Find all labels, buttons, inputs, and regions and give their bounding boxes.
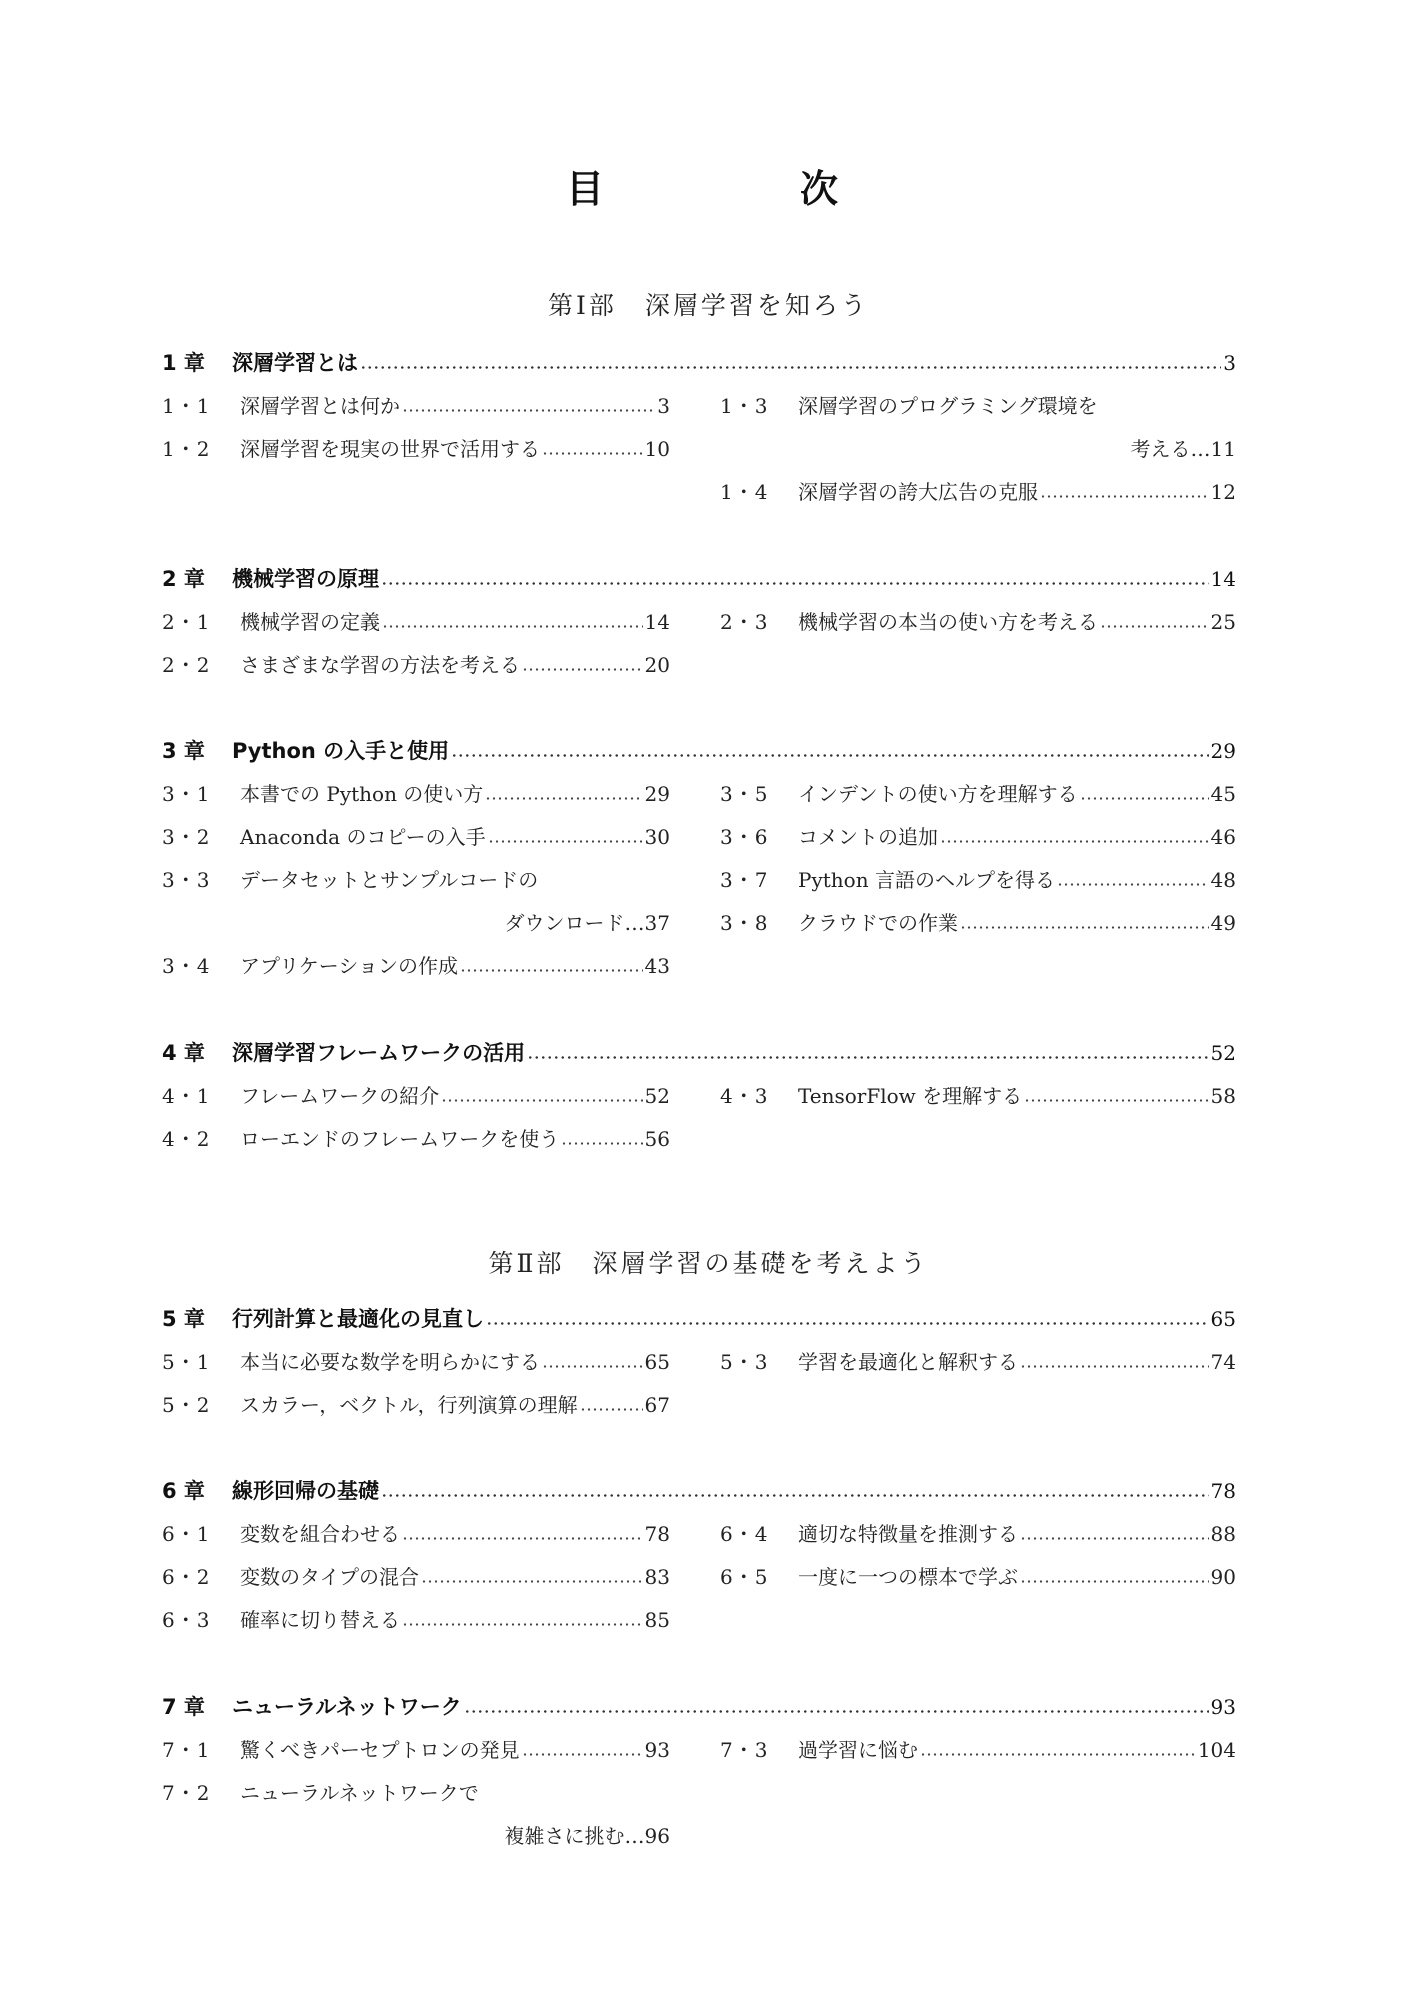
chapter-number: 1 章	[162, 351, 205, 375]
page-number: 96	[644, 1824, 670, 1848]
section-title-continued: ダウンロード	[504, 911, 625, 935]
page-number: 93	[644, 1738, 670, 1762]
chapter-entry[interactable]	[162, 1474, 1236, 1508]
section-number: 4・3	[720, 1084, 769, 1108]
section-title: さまざまな学習の方法を考える	[240, 653, 520, 677]
dot-leader	[382, 605, 643, 639]
dot-leader	[527, 1036, 1208, 1070]
section-title: Anaconda のコピーの入手	[240, 825, 486, 849]
section-number: 4・2	[162, 1127, 211, 1151]
section-entry[interactable]	[162, 949, 670, 983]
dot-leader	[381, 1474, 1209, 1508]
dot-leader	[488, 820, 643, 854]
page-number: 30	[644, 825, 670, 849]
section-number: 7・1	[162, 1738, 211, 1762]
page-number: 104	[1197, 1738, 1236, 1762]
page-number: 74	[1210, 1350, 1236, 1374]
dot-leader	[451, 734, 1208, 768]
chapter-entry[interactable]	[162, 1690, 1236, 1724]
section-entry[interactable]	[162, 1560, 670, 1594]
dot-leader	[441, 1079, 642, 1113]
section-entry[interactable]	[162, 648, 670, 682]
section-entry[interactable]	[162, 1122, 670, 1156]
section-number: 4・1	[162, 1084, 211, 1108]
section-entry[interactable]	[162, 1517, 670, 1551]
page-number: 78	[1210, 1479, 1236, 1503]
page-number: 14	[1210, 567, 1236, 591]
section-entry[interactable]	[162, 863, 670, 897]
section-title: コメントの追加	[798, 825, 938, 849]
section-entry[interactable]	[162, 389, 670, 423]
section-entry[interactable]	[720, 820, 1236, 854]
section-title: 驚くべきパーセプトロンの発見	[240, 1738, 520, 1762]
section-entry[interactable]	[720, 1345, 1236, 1379]
section-title: フレームワークの紹介	[240, 1084, 440, 1108]
section-number: 6・2	[162, 1565, 211, 1589]
dot-leader	[542, 1345, 643, 1379]
page-number: 12	[1210, 480, 1236, 504]
dot-leader	[464, 1690, 1209, 1724]
page-number: 49	[1210, 911, 1236, 935]
page-number: 83	[644, 1565, 670, 1589]
dot-leader: …	[1190, 437, 1211, 461]
page-number: 67	[644, 1393, 670, 1417]
section-entry[interactable]	[162, 1079, 670, 1113]
page-number: 52	[1210, 1041, 1236, 1065]
dot-leader	[920, 1733, 1196, 1767]
page-title	[0, 158, 1417, 218]
section-entry[interactable]	[720, 1733, 1236, 1767]
page-number: 43	[644, 954, 670, 978]
section-number: 5・3	[720, 1350, 769, 1374]
chapter-entry[interactable]	[162, 346, 1236, 380]
dot-leader	[542, 432, 643, 466]
section-title: 本当に必要な数学を明らかにする	[240, 1350, 540, 1374]
section-number: 7・3	[720, 1738, 769, 1762]
section-entry[interactable]	[162, 1733, 670, 1767]
section-number: 3・7	[720, 868, 769, 892]
section-title: TensorFlow を理解する	[798, 1084, 1023, 1108]
dot-leader	[460, 949, 643, 983]
section-title: アプリケーションの作成	[240, 954, 458, 978]
page-number: 88	[1210, 1522, 1236, 1546]
page-number: 20	[644, 653, 670, 677]
dot-leader	[960, 906, 1209, 940]
section-number: 3・6	[720, 825, 769, 849]
chapter-title: Python の入手と使用	[232, 739, 450, 763]
section-title: 一度に一つの標本で学ぶ	[798, 1565, 1018, 1589]
chapter-title: 機械学習の原理	[232, 567, 379, 591]
page-number: 25	[1210, 610, 1236, 634]
page-number: 90	[1210, 1565, 1236, 1589]
section-entry[interactable]	[720, 906, 1236, 940]
chapter-entry[interactable]	[162, 734, 1236, 768]
chapter-number: 7 章	[162, 1695, 205, 1719]
section-number: 5・2	[162, 1393, 211, 1417]
section-entry[interactable]	[162, 820, 670, 854]
section-entry-continued[interactable]	[720, 432, 1236, 466]
dot-leader	[421, 1560, 643, 1594]
part-heading: 第Ⅰ部 深層学習を知ろう	[548, 291, 869, 320]
dot-leader	[402, 389, 654, 423]
dot-leader: …	[624, 1824, 645, 1848]
dot-leader	[580, 1388, 643, 1422]
section-title: スカラー，ベクトル，行列演算の理解	[240, 1393, 578, 1417]
dot-leader	[1020, 1560, 1209, 1594]
dot-leader	[1057, 863, 1209, 897]
chapter-entry[interactable]	[162, 562, 1236, 596]
page-number: 3	[1223, 351, 1236, 375]
section-entry[interactable]	[162, 605, 670, 639]
chapter-number: 3 章	[162, 739, 205, 763]
section-title: 本書での Python の使い方	[240, 782, 484, 806]
page-number: 52	[644, 1084, 670, 1108]
dot-leader	[1100, 605, 1209, 639]
page-title-char-2: 次	[800, 167, 839, 211]
chapter-number: 2 章	[162, 567, 205, 591]
section-number: 6・1	[162, 1522, 211, 1546]
section-number: 3・4	[162, 954, 211, 978]
section-title: 深層学習の誇大広告の克服	[798, 480, 1038, 504]
section-number: 1・4	[720, 480, 769, 504]
page-number: 65	[644, 1350, 670, 1374]
section-entry[interactable]	[162, 777, 670, 811]
dot-leader	[381, 562, 1209, 596]
page-number: 78	[644, 1522, 670, 1546]
section-title: 適切な特徴量を推測する	[798, 1522, 1018, 1546]
section-title: ローエンドのフレームワークを使う	[240, 1127, 560, 1151]
page-number: 65	[1210, 1307, 1236, 1331]
page-number: 48	[1210, 868, 1236, 892]
section-entry[interactable]	[720, 1517, 1236, 1551]
page-number: 93	[1210, 1695, 1236, 1719]
section-title: Python 言語のヘルプを得る	[798, 868, 1055, 892]
section-number: 2・2	[162, 653, 211, 677]
dot-leader	[561, 1122, 642, 1156]
section-number: 3・1	[162, 782, 211, 806]
page-number: 45	[1210, 782, 1236, 806]
section-title: 機械学習の本当の使い方を考える	[798, 610, 1098, 634]
chapter-title: 線形回帰の基礎	[232, 1479, 379, 1503]
section-number: 2・1	[162, 610, 211, 634]
chapter-number: 6 章	[162, 1479, 205, 1503]
section-number: 6・4	[720, 1522, 769, 1546]
section-title: 深層学習を現実の世界で活用する	[240, 437, 540, 461]
dot-leader	[485, 777, 642, 811]
dot-leader	[360, 346, 1221, 380]
dot-leader	[1020, 1345, 1209, 1379]
page-number: 11	[1210, 437, 1236, 461]
page-number: 37	[644, 911, 670, 935]
section-entry[interactable]	[720, 1560, 1236, 1594]
chapter-title: 深層学習とは	[232, 351, 358, 375]
dot-leader	[1020, 1517, 1209, 1551]
page-number: 29	[644, 782, 670, 806]
chapter-title: 深層学習フレームワークの活用	[232, 1041, 526, 1065]
section-number: 3・5	[720, 782, 769, 806]
chapter-title: 行列計算と最適化の見直し	[232, 1307, 484, 1331]
dot-leader	[402, 1603, 643, 1637]
section-entry[interactable]	[162, 1603, 670, 1637]
part-heading: 第Ⅱ部 深層学習の基礎を考えよう	[488, 1249, 929, 1278]
section-number: 6・5	[720, 1565, 769, 1589]
section-entry-continued[interactable]	[162, 1819, 670, 1853]
page-number: 14	[644, 610, 670, 634]
section-entry[interactable]	[720, 777, 1236, 811]
section-title: 変数のタイプの混合	[240, 1565, 419, 1589]
page-number: 46	[1210, 825, 1236, 849]
dot-leader	[522, 648, 643, 682]
section-title: 機械学習の定義	[240, 610, 380, 634]
section-entry[interactable]	[162, 1388, 670, 1422]
section-entry-continued[interactable]	[162, 906, 670, 940]
chapter-entry[interactable]	[162, 1302, 1236, 1336]
page-number: 3	[657, 394, 670, 418]
dot-leader	[1080, 777, 1209, 811]
section-title: クラウドでの作業	[798, 911, 958, 935]
page-number: 10	[644, 437, 670, 461]
section-number: 3・8	[720, 911, 769, 935]
chapter-number: 5 章	[162, 1307, 205, 1331]
section-title: ニューラルネットワークで	[240, 1781, 479, 1805]
section-number: 7・2	[162, 1781, 211, 1805]
dot-leader	[1024, 1079, 1208, 1113]
section-number: 6・3	[162, 1608, 211, 1632]
section-title-continued: 考える	[1130, 437, 1191, 461]
section-number: 5・1	[162, 1350, 211, 1374]
section-number: 1・2	[162, 437, 211, 461]
section-number: 1・1	[162, 394, 211, 418]
page-number: 58	[1210, 1084, 1236, 1108]
section-title: インデントの使い方を理解する	[798, 782, 1078, 806]
chapter-entry[interactable]	[162, 1036, 1236, 1070]
section-title: 深層学習のプログラミング環境を	[798, 394, 1098, 418]
chapter-title: ニューラルネットワーク	[232, 1695, 462, 1719]
section-title: 学習を最適化と解釈する	[798, 1350, 1018, 1374]
section-number: 2・3	[720, 610, 769, 634]
page-number: 29	[1210, 739, 1236, 763]
section-title: 確率に切り替える	[240, 1608, 400, 1632]
section-entry[interactable]	[162, 1776, 670, 1810]
section-number: 3・2	[162, 825, 211, 849]
dot-leader	[486, 1302, 1209, 1336]
dot-leader	[522, 1733, 643, 1767]
section-title: データセットとサンプルコードの	[240, 868, 539, 892]
section-number: 3・3	[162, 868, 211, 892]
section-title: 過学習に悩む	[798, 1738, 918, 1762]
section-entry[interactable]	[720, 605, 1236, 639]
section-title-continued: 複雑さに挑む	[504, 1824, 625, 1848]
chapter-number: 4 章	[162, 1041, 205, 1065]
page-number: 85	[644, 1608, 670, 1632]
dot-leader	[1040, 475, 1209, 509]
section-entry[interactable]	[162, 432, 670, 466]
dot-leader	[940, 820, 1209, 854]
dot-leader: …	[624, 911, 645, 935]
section-entry[interactable]	[720, 475, 1236, 509]
section-entry[interactable]	[720, 863, 1236, 897]
dot-leader	[402, 1517, 643, 1551]
section-entry[interactable]	[720, 389, 1236, 423]
section-title: 深層学習とは何か	[240, 394, 400, 418]
page-number: 56	[644, 1127, 670, 1151]
section-entry[interactable]	[162, 1345, 670, 1379]
section-entry[interactable]	[720, 1079, 1236, 1113]
section-title: 変数を組合わせる	[240, 1522, 400, 1546]
page-title-char-1: 目	[566, 167, 605, 211]
section-number: 1・3	[720, 394, 769, 418]
